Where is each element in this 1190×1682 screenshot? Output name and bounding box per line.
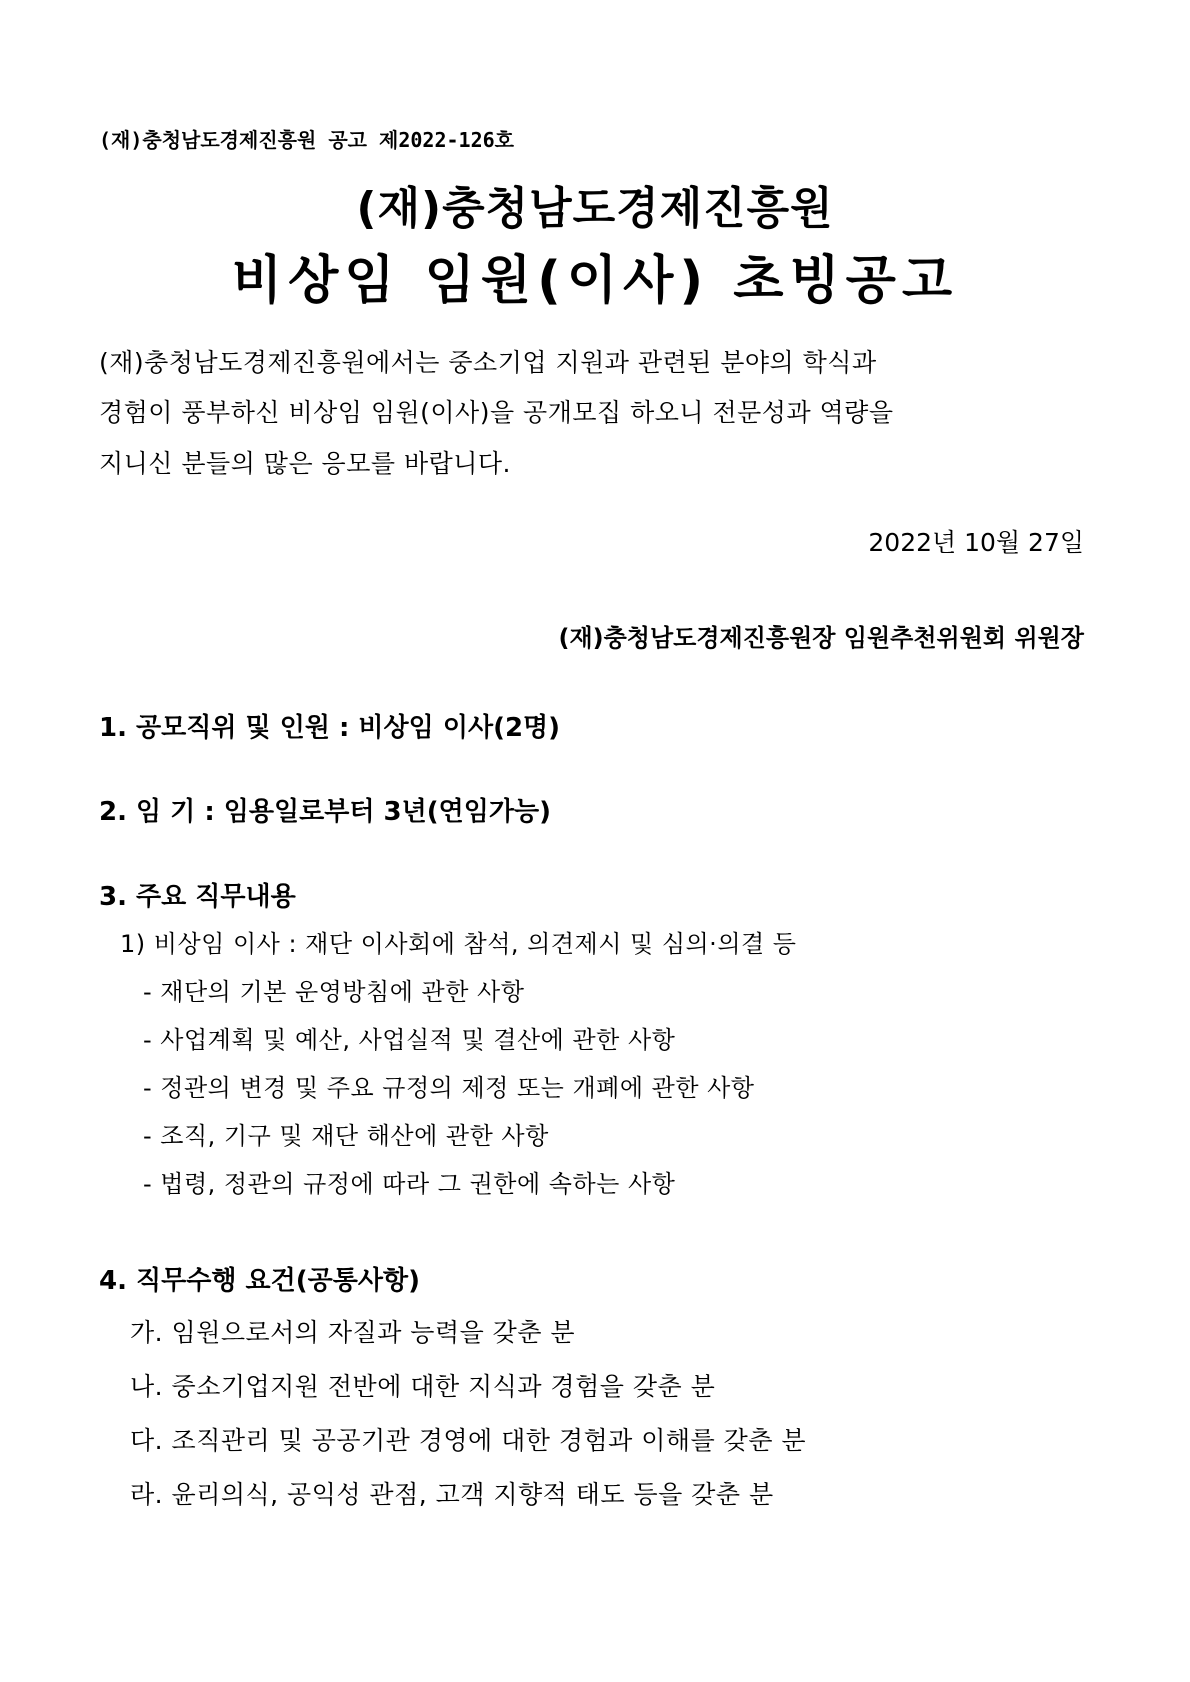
announcement-date: 2022년 10월 27일: [868, 528, 1084, 557]
intro-line-1: (재)충청남도경제진흥원에서는 중소기업 지원과 관련된 분야의 학식과: [99, 348, 877, 377]
section-position: 1. 공모직위 및 인원 : 비상임 이사(2명): [99, 713, 561, 743]
duty-item: - 재단의 기본 운영방침에 관한 사항: [143, 978, 525, 1006]
duties-subheading: 1) 비상임 이사 : 재단 이사회에 참석, 의견제시 및 심의·의결 등: [120, 930, 797, 958]
duty-item: - 조직, 기구 및 재단 해산에 관한 사항: [143, 1122, 549, 1150]
duty-item: - 법령, 정관의 규정에 따라 그 권한에 속하는 사항: [143, 1170, 676, 1198]
requirement-item: 나. 중소기업지원 전반에 대한 지식과 경험을 갖춘 분: [130, 1372, 716, 1401]
section-requirements-title: 4. 직무수행 요건(공통사항): [99, 1266, 420, 1296]
section-term: 2. 임 기 : 임용일로부터 3년(연임가능): [99, 797, 551, 827]
duty-item: - 정관의 변경 및 주요 규정의 제정 또는 개폐에 관한 사항: [143, 1074, 755, 1102]
requirement-item: 다. 조직관리 및 공공기관 경영에 대한 경험과 이해를 갖춘 분: [130, 1426, 807, 1455]
notice-number: (재)충청남도경제진흥원 공고 제2022-126호: [99, 128, 514, 152]
intro-line-2: 경험이 풍부하신 비상임 임원(이사)을 공개모집 하오니 전문성과 역량을: [99, 398, 894, 427]
title-organization: (재)충청남도경제진흥원: [356, 183, 834, 234]
page-title: 비상임 임원(이사) 초빙공고: [231, 251, 959, 311]
section-duties-title: 3. 주요 직무내용: [99, 882, 296, 912]
duty-item: - 사업계획 및 예산, 사업실적 및 결산에 관한 사항: [143, 1026, 676, 1054]
requirement-item: 라. 윤리의식, 공익성 관점, 고객 지향적 태도 등을 갖춘 분: [130, 1480, 774, 1509]
intro-line-3: 지니신 분들의 많은 응모를 바랍니다.: [99, 449, 511, 478]
issuer: (재)충청남도경제진흥원장 임원추천위원회 위원장: [558, 624, 1084, 652]
requirement-item: 가. 임원으로서의 자질과 능력을 갖춘 분: [130, 1318, 576, 1347]
